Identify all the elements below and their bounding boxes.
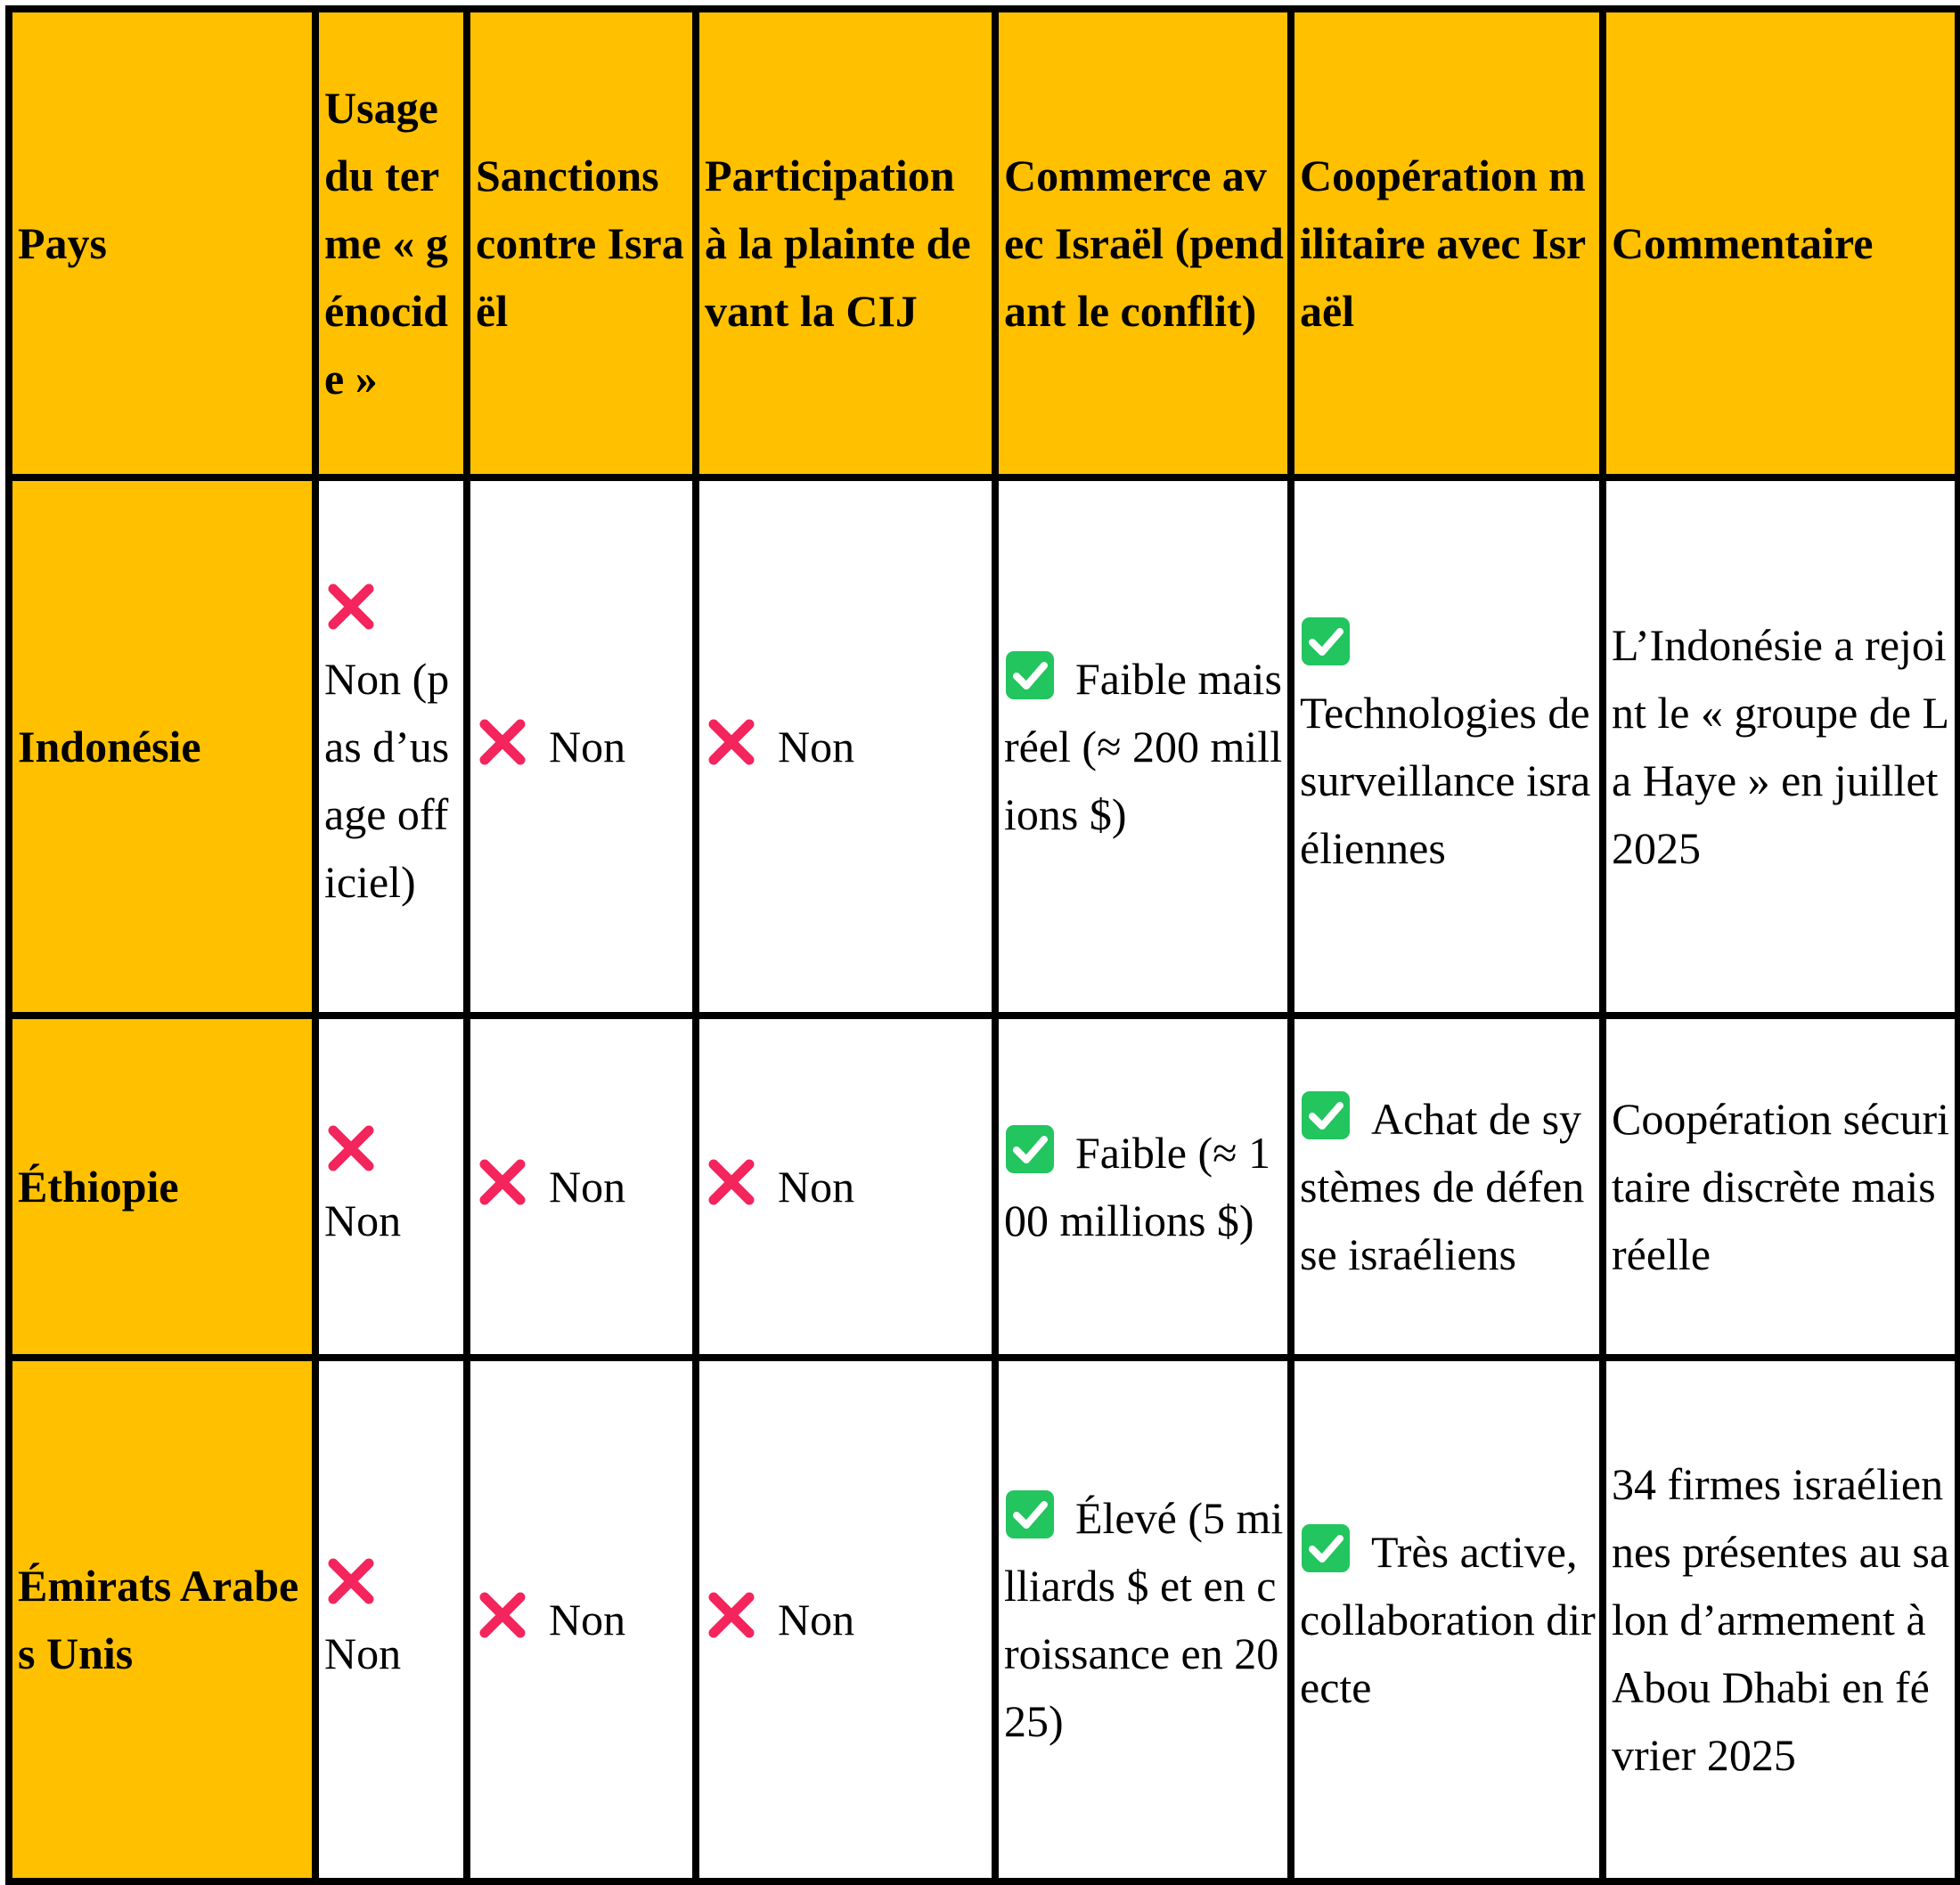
sanctions-cell <box>467 1016 696 1358</box>
icj-complaint-cell <box>696 1016 995 1358</box>
sanctions-text: Non <box>549 1595 626 1644</box>
comment-cell: Coopération sécuritaire discrète mais réelle <box>1603 1016 1958 1358</box>
table-row <box>9 1358 1958 1881</box>
cross-mark-icon <box>324 580 378 633</box>
trade-text: Faible mais réel (≈ 200 millions $) <box>1004 654 1283 839</box>
document-sheet <box>5 5 1955 1878</box>
military-cell <box>1291 1016 1603 1358</box>
sanctions-cell <box>467 477 696 1016</box>
comment-cell: L’Indonésie a rejoint le « groupe de La Haye » en juillet 2025 <box>1603 477 1958 1016</box>
genocide-term-text: Non <box>324 1628 402 1678</box>
check-mark-button-icon <box>1300 616 1352 667</box>
table-row <box>9 1016 1958 1358</box>
sanctions-text: Non <box>549 722 626 771</box>
cross-mark-icon <box>705 715 758 769</box>
military-cell <box>1291 1358 1603 1881</box>
cross-mark-icon <box>705 1155 758 1209</box>
country-cell: Indonésie <box>9 477 315 1016</box>
check-mark-button-icon <box>1004 1123 1056 1175</box>
icj-complaint-text: Non <box>778 1162 855 1212</box>
genocide-term-text: Non (pas d’usage officiel) <box>324 654 450 907</box>
comment-cell: 34 firmes israéliennes présentes au salon d’armement à Abou Dhabi en février 2025 <box>1603 1358 1958 1881</box>
trade-cell <box>995 477 1291 1016</box>
trade-text: Faible (≈ 100 millions $) <box>1004 1128 1271 1245</box>
header-genocide-term: Usage du terme « génocide » <box>315 9 467 477</box>
country-cell: Éthiopie <box>9 1016 315 1358</box>
icj-complaint-text: Non <box>778 722 855 771</box>
check-mark-button-icon <box>1004 649 1056 701</box>
header-military: Coopération militaire avec Israël <box>1291 9 1603 477</box>
cross-mark-icon <box>476 1155 529 1209</box>
country-cell: Émirats Arabes Unis <box>9 1358 315 1881</box>
icj-complaint-cell <box>696 1358 995 1881</box>
header-country: Pays <box>9 9 315 477</box>
military-text: Technologies de surveillance israéliennes <box>1300 688 1591 873</box>
header-trade: Commerce avec Israël (pendant le conflit) <box>995 9 1291 477</box>
header-comment: Commentaire <box>1603 9 1958 477</box>
check-mark-button-icon <box>1004 1489 1056 1540</box>
header-icj-complaint: Participation à la plainte devant la CIJ <box>696 9 995 477</box>
check-mark-button-icon <box>1300 1089 1352 1141</box>
header-sanctions: Sanctions contre Israël <box>467 9 696 477</box>
check-mark-button-icon <box>1300 1522 1352 1574</box>
cross-mark-icon <box>324 1122 378 1175</box>
genocide-term-cell <box>315 1358 467 1881</box>
icj-complaint-text: Non <box>778 1595 855 1644</box>
trade-cell <box>995 1016 1291 1358</box>
trade-cell <box>995 1358 1291 1881</box>
cross-mark-icon <box>476 715 529 769</box>
table-row <box>9 477 1958 1016</box>
cross-mark-icon <box>476 1588 529 1642</box>
icj-complaint-cell <box>696 477 995 1016</box>
sanctions-text: Non <box>549 1162 626 1212</box>
military-text: Très active, collaboration directe <box>1300 1527 1596 1712</box>
military-text: Achat de systèmes de défense israéliens <box>1300 1094 1585 1279</box>
military-cell <box>1291 477 1603 1016</box>
genocide-term-cell <box>315 1016 467 1358</box>
genocide-term-text: Non <box>324 1195 402 1245</box>
trade-text: Élevé (5 milliards $ et en croissance en 2025) <box>1004 1493 1284 1746</box>
cross-mark-icon <box>324 1555 378 1608</box>
cross-mark-icon <box>705 1588 758 1642</box>
comparison-table <box>5 5 1960 1885</box>
sanctions-cell <box>467 1358 696 1881</box>
table-header-row <box>9 9 1958 477</box>
genocide-term-cell <box>315 477 467 1016</box>
